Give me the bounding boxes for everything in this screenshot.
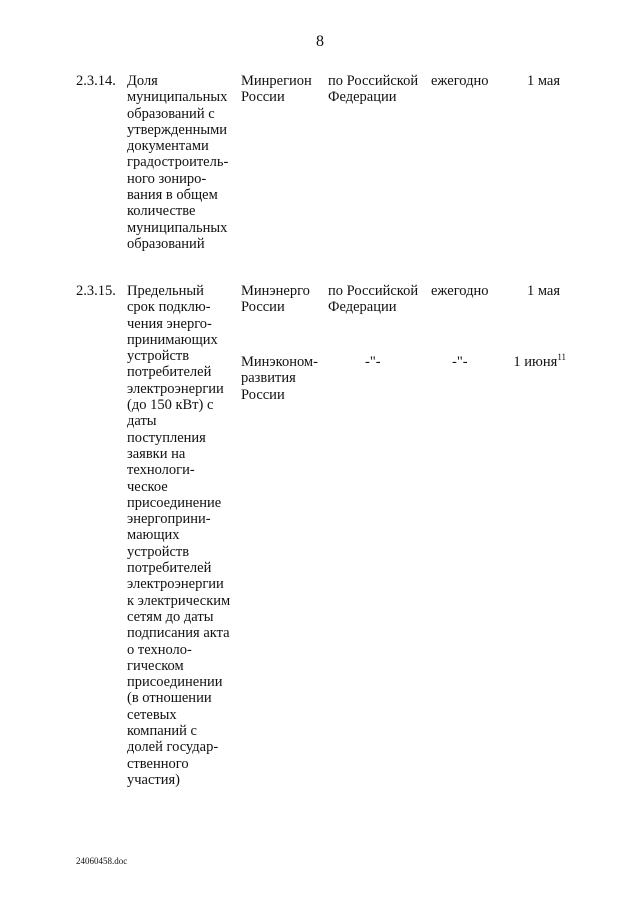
text-line: поступления: [127, 429, 206, 446]
ditto-mark-frequency: -"-: [452, 354, 468, 370]
text-line: мающих: [127, 527, 180, 544]
territorial-scope: [328, 73, 428, 106]
text-line: потребителей: [127, 560, 212, 577]
territorial-scope: [328, 283, 428, 316]
text-line: ческое: [127, 478, 168, 495]
text-line: присоединении: [127, 674, 223, 691]
text-line: устройств: [127, 543, 190, 560]
text-line: к электрическим: [127, 592, 231, 609]
text-line: гическом: [127, 657, 184, 674]
text-line: (до 150 кВт) с: [127, 397, 214, 414]
text-line: присоединение: [127, 494, 222, 511]
footnote-marker: 11: [557, 352, 566, 363]
frequency: ежегодно: [431, 283, 489, 299]
text-line: образований: [127, 235, 205, 252]
text-line: Минрегион: [241, 73, 312, 89]
text-line: документами: [127, 138, 209, 155]
text-line: вания в общем: [127, 187, 218, 204]
text-line: чения энерго-: [127, 315, 212, 332]
text-line: Федерации: [328, 89, 397, 106]
text-line: электроэнергии: [127, 380, 224, 397]
page-number: 8: [316, 33, 324, 50]
text-line: устройств: [127, 348, 190, 365]
responsible-agency: [241, 73, 327, 106]
text-line: срок подклю-: [127, 299, 211, 316]
text-line: сетям до даты: [127, 608, 214, 625]
deadline-date: 1 мая: [526, 73, 560, 89]
text-line: России: [241, 299, 285, 316]
text-line: Предельный: [127, 283, 204, 299]
text-line: даты: [127, 413, 157, 430]
text-line: утвержденными: [127, 121, 228, 138]
text-line: Доля: [127, 73, 158, 89]
text-line: заявки на: [127, 445, 186, 462]
row-number: 2.3.14.: [76, 73, 116, 89]
text-line: принимающих: [127, 331, 218, 348]
deadline-text: 1 июня: [513, 354, 558, 370]
text-line: Минэнерго: [241, 283, 310, 299]
text-line: долей государ-: [127, 739, 219, 756]
text-line: образований с: [127, 105, 215, 122]
text-line: России: [241, 89, 285, 106]
row-number: 2.3.15.: [76, 283, 116, 299]
text-line: развития: [241, 370, 296, 387]
text-line: ного зониро-: [127, 170, 207, 187]
text-line: муниципальных: [127, 89, 228, 106]
text-line: количестве: [127, 203, 196, 220]
text-line: муниципальных: [127, 219, 228, 236]
text-line: электроэнергии: [127, 576, 224, 593]
text-line: России: [241, 386, 285, 403]
ditto-mark-scope: -"-: [365, 354, 381, 370]
text-line: участия): [127, 771, 181, 788]
text-line: потребителей: [127, 364, 212, 381]
text-line: подписания акта: [127, 625, 230, 642]
text-line: по Российской: [328, 283, 419, 299]
indicator-name: [127, 283, 239, 788]
text-line: по Российской: [328, 73, 419, 89]
second-deadline-date: [486, 354, 566, 370]
text-line: о техноло-: [127, 641, 192, 658]
second-responsible-agency: [241, 354, 327, 403]
text-line: технологи-: [127, 462, 195, 479]
frequency: ежегодно: [431, 73, 489, 89]
text-line: ственного: [127, 755, 189, 772]
text-line: Минэконом-: [241, 354, 318, 370]
text-line: градостроитель-: [127, 154, 229, 171]
text-line: энергоприни-: [127, 511, 211, 528]
text-line: сетевых: [127, 706, 177, 723]
text-line: (в отношении: [127, 690, 212, 707]
responsible-agency: [241, 283, 327, 316]
text-line: Федерации: [328, 299, 397, 316]
indicator-name: [127, 73, 239, 252]
text-line: компаний с: [127, 723, 197, 740]
document-code: 24060458.doc: [76, 856, 128, 866]
deadline-date: 1 мая: [526, 283, 560, 299]
